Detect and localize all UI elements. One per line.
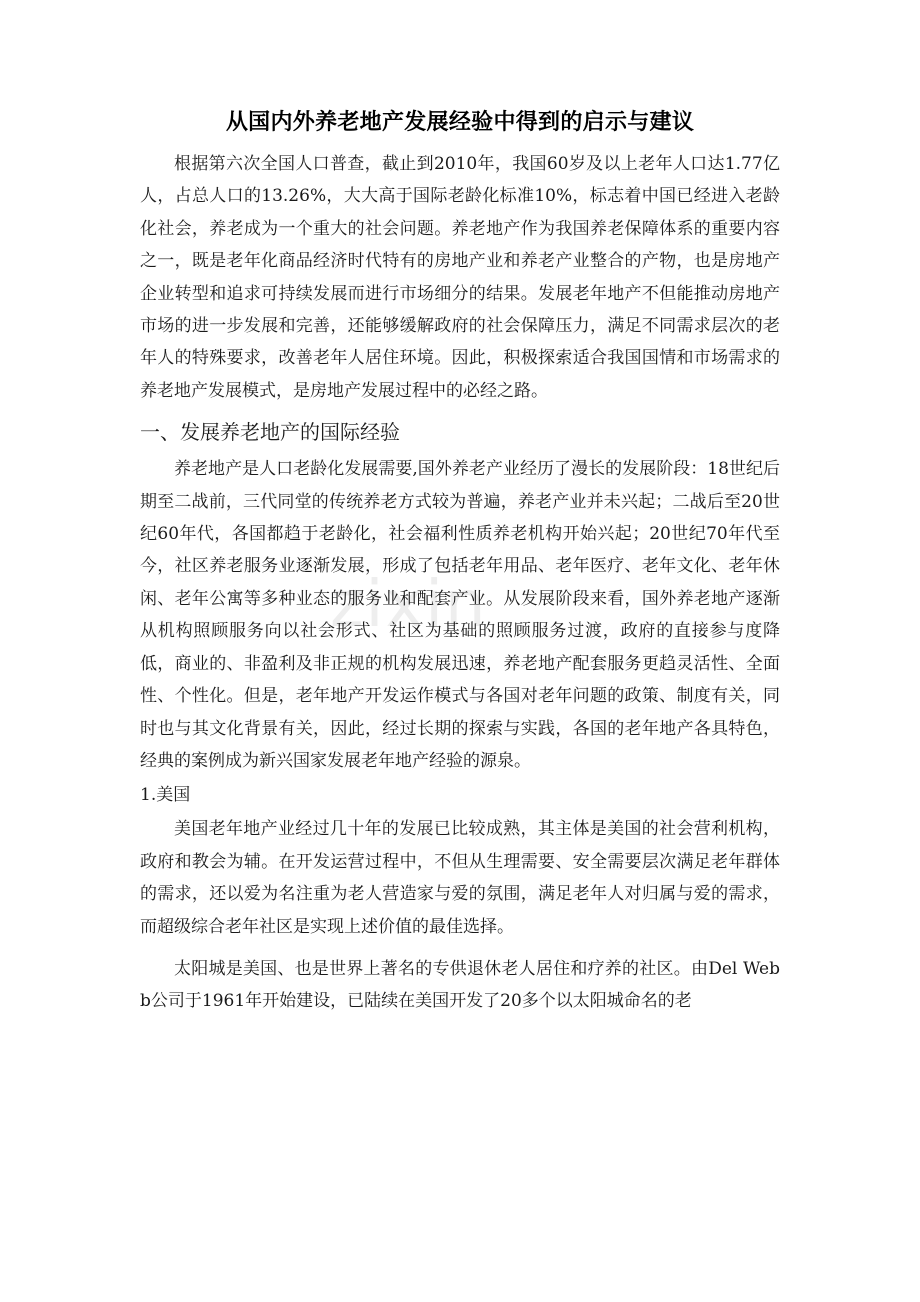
section-heading-international-experience: 一、发展养老地产的国际经验 [140,420,400,445]
document-title: 从国内外养老地产发展经验中得到的启示与建议 [225,110,695,135]
intro-paragraph: 根据第六次全国人口普查，截止到2010年，我国60岁及以上老年人口达1.77亿人，占总人口的13.26%，大大高于国际老龄化标准10%，标志着中国已经进入老龄化社会，养老成为一个重大的社会问题。养老地产作为我国养老保障体系的重要内容之一，既是老年化商品经济时代特有的房地产业和养老产业整合的产物，也是房地产企业转型和追求可持续发展而进行市场细分的结果。发展老年地产不但能推动房地产市场的进一步发展和完善，还能够缓解政府的社会保障压力，满足不同需求层次的老年人的特殊要求，改善老年人居住环境。因此，积极探索适合我国国情和市场需求的养老地产发展模式，是房地产发展过程中的必经之路。 [140,154,780,401]
subsection-heading-usa: 1.美国 [140,785,191,806]
section-paragraph-international-experience: 养老地产是人口老龄化发展需要,国外养老产业经历了漫长的发展阶段：18世纪后期至二战前，三代同堂的传统养老方式较为普遍，养老产业并未兴起；二战后至20世纪60年代，各国都趋于老龄化，社会福利性质养老机构开始兴起；20世纪70年代至今，社区养老服务业逐渐发展，形成了包括老年用品、老年医疗、老年文化、老年休闲、老年公寓等多种业态的服务业和配套产业。从发展阶段来看，国外养老地产逐渐从机构照顾服务向以社会形式、社区为基础的照顾服务过渡，政府的直接参与度降低，商业的、非盈利及非正规的机构发展迅速，养老地产配套服务更趋灵活性、全面性、个性化。但是，老年地产开发运作模式与各国对老年问题的政策、制度有关，同时也与其文化背景有关，因此，经过长期的探索与实践，各国的老年地产各具特色，经典的案例成为新兴国家发展老年地产经验的源泉。 [140,459,780,771]
usa-paragraph-2: 太阳城是美国、也是世界上著名的专供退休老人居住和疗养的社区。由Del Webb公司于1961年开始建设，已陆续在美国开发了20多个以太阳城命名的老 [140,958,780,1012]
document-body [140,108,780,1018]
watermark: zixin [330,568,488,642]
usa-paragraph-1: 美国老年地产业经过几十年的发展已比较成熟，其主体是美国的社会营利机构，政府和教会为辅。在开发运营过程中，不但从生理需要、安全需要层次满足老年群体的需求，还以爱为名注重为老人营造家与爱的氛围，满足老年人对归属与爱的需求，而超级综合老年社区是实现上述价值的最佳选择。 [140,819,780,937]
